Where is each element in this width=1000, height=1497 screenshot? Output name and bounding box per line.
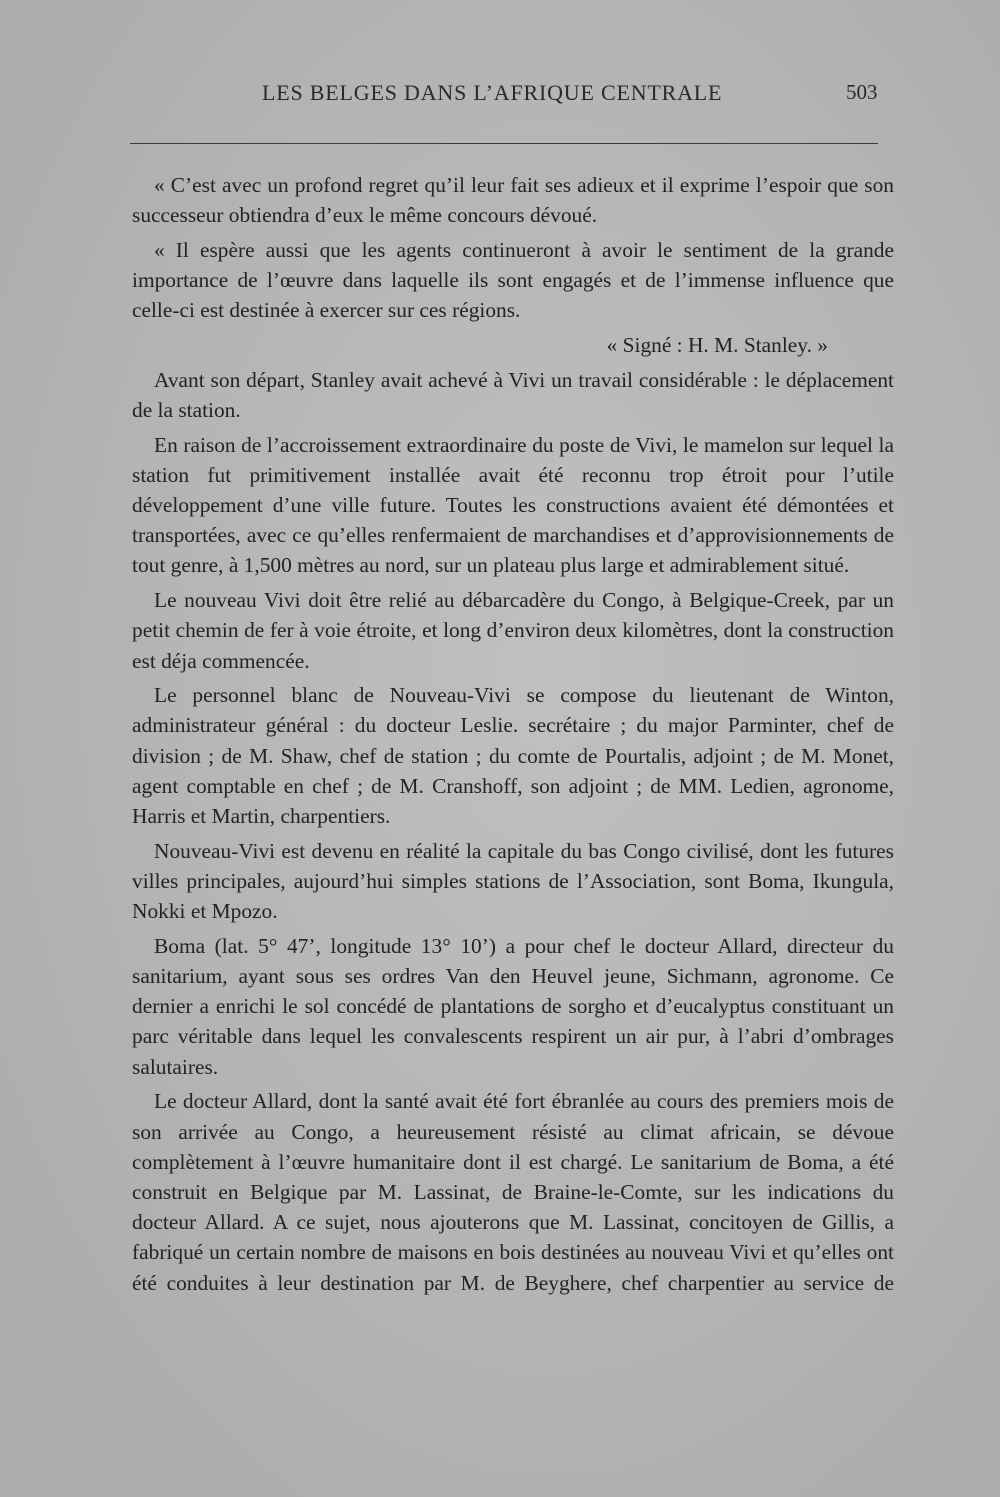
signature-line: « Signé : H. M. Stanley. » [606, 333, 828, 358]
paragraph-station-move: En raison de l’accroissement extraordinaire du poste de Vivi, le mamelon sur lequel la station fut primitivement installée avait été reconnu trop étroit pour l’utile développement d’une ville future. Toutes les constructions avaient été démontées et transportées, avec ce qu’elles renfermaient de marchandises et d’approvisionnements de tout genre, à 1,500 mètres au nord, sur un plateau plus large et admirablement situé. [132, 432, 894, 578]
paragraph-railway: Le nouveau Vivi doit être relié au débarcadère du Congo, à Belgique-Creek, par un petit chemin de fer à voie étroite, et long d’environ deux kilomètres, dont la construction est déja commencée. [132, 588, 894, 673]
paragraph-capital: Nouveau-Vivi est devenu en réalité la capitale du bas Congo civilisé, dont les futures villes principales, aujourd’hui simples stations de l’Association, sont Boma, Ikungula, Nokki et Mpozo. [132, 838, 894, 924]
body-text [132, 170, 894, 1302]
paragraph-allard: Le docteur Allard, dont la santé avait été fort ébranlée au cours des premiers mois de son arrivée au Congo, a heureusement résisté au climat africain, se dévoue complètement à l’œuvre humanitaire dont il est chargé. Le sanitarium de Boma, a été construit en Belgique par M. Lassinat, de Braine-le-Comte, sur les indications du docteur Allard. A ce sujet, nous ajouterons que M. Lassinat, concitoyen de Gillis, a fabriqué un certain nombre de maisons en bois destinées au nouveau Vivi et qu’elles ont été conduites à leur destination par M. de Beyghere, chef charpentier au service de [132, 1089, 894, 1295]
paragraph-quote-1: « C’est avec un profond regret qu’il leur fait ses adieux et il exprime l’espoir que son successeur obtiendra d’eux le même concours dévoué. [132, 173, 894, 228]
running-title: LES BELGES DANS L’AFRIQUE CENTRALE [262, 80, 723, 105]
page-header [0, 80, 1000, 116]
paragraph-departure: Avant son départ, Stanley avait achevé à Vivi un travail considérable : le déplacement de la station. [132, 367, 894, 422]
paragraph-boma: Boma (lat. 5° 47’, longitude 13° 10’) a pour chef le docteur Allard, directeur du sanitarium, ayant sous ses ordres Van den Heuvel jeune, Sichmann, agronome. Ce dernier a enrichi le sol concédé de plantations de sorgho et d’eucalyptus constituant un parc véritable dans lequel les convalescents respirent un air pur, à l’abri d’ombrages salutaires. [132, 933, 894, 1079]
paragraph-quote-2: « Il espère aussi que les agents continueront à avoir le sentiment de la grande importance de l’œuvre dans laquelle ils sont engagés et de l’immense influence que celle-ci est destinée à exercer sur ces régions. [132, 237, 894, 323]
paragraph-personnel: Le personnel blanc de Nouveau-Vivi se compose du lieutenant de Winton, administrateur général : du docteur Leslie. secrétaire ; du major Parminter, chef de division ; de M. Shaw, chef de station ; du comte de Pourtalis, adjoint ; de M. Monet, agent comptable en chef ; de M. Cranshoff, son adjoint ; de MM. Ledien, agronome, Harris et Martin, charpentiers. [132, 683, 894, 829]
header-rule [130, 143, 878, 144]
page-number: 503 [846, 80, 878, 104]
